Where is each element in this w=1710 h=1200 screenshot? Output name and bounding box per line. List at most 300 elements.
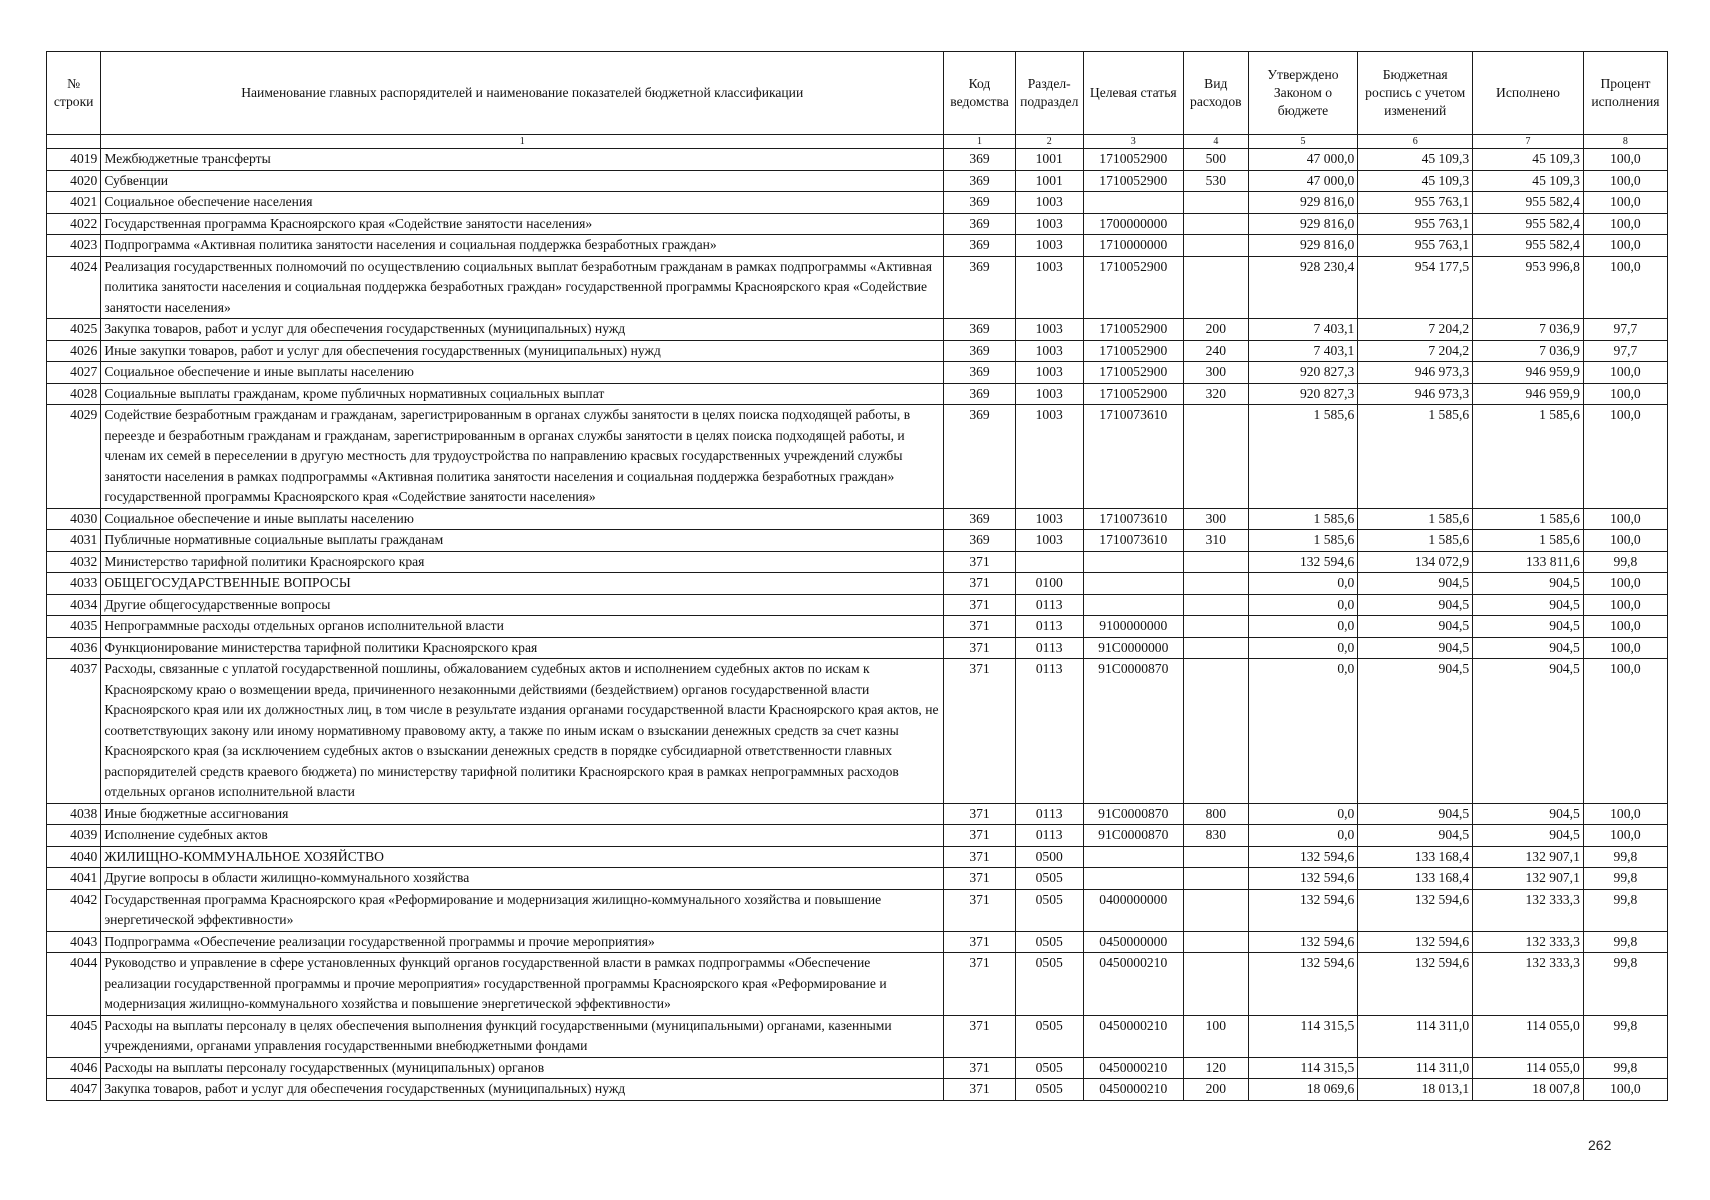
row-target-article: 91С0000000	[1083, 637, 1183, 659]
row-section: 0505	[1015, 931, 1083, 953]
row-approved: 0,0	[1248, 637, 1358, 659]
row-name: Подпрограмма «Обеспечение реализации государственной программы и прочие мероприятия»	[101, 931, 944, 953]
row-executed: 1 585,6	[1473, 530, 1584, 552]
row-section: 1003	[1015, 340, 1083, 362]
row-executed: 1 585,6	[1473, 405, 1584, 509]
row-number: 4035	[47, 616, 101, 638]
row-expense-type	[1184, 256, 1249, 319]
row-expense-type	[1184, 931, 1249, 953]
header-section: Раздел-подраздел	[1015, 52, 1083, 135]
row-approved: 0,0	[1248, 573, 1358, 595]
row-section: 0505	[1015, 1057, 1083, 1079]
row-expense-type: 830	[1184, 825, 1249, 847]
row-target-article: 1710000000	[1083, 235, 1183, 257]
row-name: Другие вопросы в области жилищно-коммунального хозяйства	[101, 868, 944, 890]
colnum-name: 1	[101, 135, 944, 149]
row-approved: 132 594,6	[1248, 931, 1358, 953]
row-target-article: 1710052900	[1083, 256, 1183, 319]
row-percent: 100,0	[1583, 530, 1667, 552]
row-expense-type	[1184, 213, 1249, 235]
row-name: ОБЩЕГОСУДАРСТВЕННЫЕ ВОПРОСЫ	[101, 573, 944, 595]
row-section: 0113	[1015, 616, 1083, 638]
row-approved: 47 000,0	[1248, 149, 1358, 171]
row-percent: 100,0	[1583, 573, 1667, 595]
row-approved: 0,0	[1248, 616, 1358, 638]
row-expense-type: 320	[1184, 383, 1249, 405]
page-number: 262	[1588, 1137, 1612, 1153]
table-row	[47, 149, 1668, 171]
row-revised: 1 585,6	[1358, 405, 1473, 509]
row-number: 4044	[47, 953, 101, 1016]
row-executed: 7 036,9	[1473, 340, 1584, 362]
row-section: 1003	[1015, 213, 1083, 235]
row-number: 4029	[47, 405, 101, 509]
table-row	[47, 383, 1668, 405]
row-name: Министерство тарифной политики Красноярского края	[101, 551, 944, 573]
row-percent: 99,8	[1583, 953, 1667, 1016]
row-approved: 920 827,3	[1248, 362, 1358, 384]
row-section: 1003	[1015, 319, 1083, 341]
row-percent: 100,0	[1583, 362, 1667, 384]
row-revised: 904,5	[1358, 616, 1473, 638]
row-revised: 946 973,3	[1358, 362, 1473, 384]
row-section: 0113	[1015, 825, 1083, 847]
row-approved: 920 827,3	[1248, 383, 1358, 405]
row-percent: 100,0	[1583, 149, 1667, 171]
row-dept-code: 371	[944, 573, 1016, 595]
row-percent: 100,0	[1583, 616, 1667, 638]
row-number: 4046	[47, 1057, 101, 1079]
row-target-article: 0450000210	[1083, 953, 1183, 1016]
row-section: 0505	[1015, 1079, 1083, 1101]
row-target-article: 1710052900	[1083, 340, 1183, 362]
row-executed: 7 036,9	[1473, 319, 1584, 341]
row-revised: 904,5	[1358, 825, 1473, 847]
row-dept-code: 371	[944, 931, 1016, 953]
row-approved: 0,0	[1248, 825, 1358, 847]
row-number: 4047	[47, 1079, 101, 1101]
row-expense-type: 530	[1184, 170, 1249, 192]
row-dept-code: 371	[944, 803, 1016, 825]
row-dept-code: 371	[944, 1015, 1016, 1057]
row-executed: 114 055,0	[1473, 1057, 1584, 1079]
row-number: 4042	[47, 889, 101, 931]
row-expense-type	[1184, 235, 1249, 257]
row-expense-type: 310	[1184, 530, 1249, 552]
row-percent: 100,0	[1583, 170, 1667, 192]
row-expense-type	[1184, 594, 1249, 616]
row-executed: 904,5	[1473, 616, 1584, 638]
row-percent: 100,0	[1583, 659, 1667, 804]
table-row	[47, 594, 1668, 616]
row-number: 4036	[47, 637, 101, 659]
row-revised: 904,5	[1358, 659, 1473, 804]
row-target-article	[1083, 573, 1183, 595]
row-dept-code: 371	[944, 825, 1016, 847]
row-approved: 0,0	[1248, 803, 1358, 825]
row-percent: 100,0	[1583, 803, 1667, 825]
row-revised: 904,5	[1358, 803, 1473, 825]
row-number: 4033	[47, 573, 101, 595]
colnum-target: 3	[1083, 135, 1183, 149]
row-approved: 132 594,6	[1248, 846, 1358, 868]
table-row	[47, 953, 1668, 1016]
row-number: 4025	[47, 319, 101, 341]
row-section: 0505	[1015, 953, 1083, 1016]
row-approved: 132 594,6	[1248, 551, 1358, 573]
row-approved: 47 000,0	[1248, 170, 1358, 192]
budget-report-page	[46, 51, 1668, 1101]
table-row	[47, 319, 1668, 341]
table-row	[47, 235, 1668, 257]
table-row	[47, 170, 1668, 192]
row-executed: 904,5	[1473, 825, 1584, 847]
colnum-row-no	[47, 135, 101, 149]
row-name: Расходы на выплаты персоналу в целях обеспечения выполнения функций государственными (муниципальными) органами, казенными учреждениями, органами управления государственными внебюджетными фондами	[101, 1015, 944, 1057]
table-row	[47, 637, 1668, 659]
row-expense-type: 200	[1184, 1079, 1249, 1101]
row-section: 1003	[1015, 192, 1083, 214]
row-number: 4037	[47, 659, 101, 804]
row-target-article: 91С0000870	[1083, 825, 1183, 847]
row-section: 0113	[1015, 594, 1083, 616]
row-number: 4022	[47, 213, 101, 235]
row-name: Субвенции	[101, 170, 944, 192]
row-approved: 132 594,6	[1248, 889, 1358, 931]
row-name: Социальные выплаты гражданам, кроме публичных нормативных социальных выплат	[101, 383, 944, 405]
row-name: Расходы на выплаты персоналу государственных (муниципальных) органов	[101, 1057, 944, 1079]
table-row	[47, 616, 1668, 638]
row-dept-code: 369	[944, 508, 1016, 530]
row-executed: 132 333,3	[1473, 953, 1584, 1016]
header-row-no: № строки	[47, 52, 101, 135]
row-number: 4039	[47, 825, 101, 847]
row-revised: 954 177,5	[1358, 256, 1473, 319]
row-name: Государственная программа Красноярского края «Содействие занятости населения»	[101, 213, 944, 235]
table-row	[47, 1079, 1668, 1101]
row-target-article: 0450000210	[1083, 1079, 1183, 1101]
row-name: Государственная программа Красноярского края «Реформирование и модернизация жилищно-коммунального хозяйства и повышение энергетической эффективности»	[101, 889, 944, 931]
table-row	[47, 1057, 1668, 1079]
row-executed: 132 907,1	[1473, 846, 1584, 868]
row-expense-type	[1184, 659, 1249, 804]
row-revised: 955 763,1	[1358, 213, 1473, 235]
row-executed: 955 582,4	[1473, 192, 1584, 214]
row-revised: 904,5	[1358, 637, 1473, 659]
row-dept-code: 371	[944, 846, 1016, 868]
row-expense-type: 120	[1184, 1057, 1249, 1079]
colnum-executed: 7	[1473, 135, 1584, 149]
row-section: 0505	[1015, 1015, 1083, 1057]
table-row	[47, 362, 1668, 384]
row-name: Социальное обеспечение и иные выплаты населению	[101, 508, 944, 530]
row-number: 4045	[47, 1015, 101, 1057]
header-dept-code: Код ведомства	[944, 52, 1016, 135]
row-number: 4027	[47, 362, 101, 384]
row-revised: 45 109,3	[1358, 170, 1473, 192]
row-expense-type: 300	[1184, 508, 1249, 530]
row-expense-type	[1184, 616, 1249, 638]
row-percent: 97,7	[1583, 319, 1667, 341]
row-target-article	[1083, 868, 1183, 890]
row-section: 0113	[1015, 637, 1083, 659]
row-section: 1003	[1015, 383, 1083, 405]
table-row	[47, 213, 1668, 235]
row-approved: 132 594,6	[1248, 868, 1358, 890]
row-number: 4023	[47, 235, 101, 257]
header-expense-type: Вид расходов	[1184, 52, 1249, 135]
row-target-article: 1710052900	[1083, 362, 1183, 384]
row-target-article: 1710073610	[1083, 530, 1183, 552]
row-dept-code: 371	[944, 889, 1016, 931]
row-number: 4038	[47, 803, 101, 825]
row-name: ЖИЛИЩНО-КОММУНАЛЬНОЕ ХОЗЯЙСТВО	[101, 846, 944, 868]
row-target-article: 0400000000	[1083, 889, 1183, 931]
header-revised: Бюджетная роспись с учетом изменений	[1358, 52, 1473, 135]
row-approved: 132 594,6	[1248, 953, 1358, 1016]
row-name: Непрограммные расходы отдельных органов исполнительной власти	[101, 616, 944, 638]
table-row	[47, 931, 1668, 953]
row-number: 4040	[47, 846, 101, 868]
row-revised: 18 013,1	[1358, 1079, 1473, 1101]
row-expense-type	[1184, 846, 1249, 868]
colnum-exp-type: 4	[1184, 135, 1249, 149]
row-percent: 99,8	[1583, 889, 1667, 931]
row-name: Подпрограмма «Активная политика занятости населения и социальная поддержка безработных граждан»	[101, 235, 944, 257]
row-section: 0505	[1015, 889, 1083, 931]
row-number: 4024	[47, 256, 101, 319]
colnum-percent: 8	[1583, 135, 1667, 149]
row-target-article: 1710052900	[1083, 170, 1183, 192]
row-percent: 99,8	[1583, 1057, 1667, 1079]
row-dept-code: 371	[944, 637, 1016, 659]
row-approved: 1 585,6	[1248, 530, 1358, 552]
row-section: 1001	[1015, 149, 1083, 171]
row-dept-code: 369	[944, 235, 1016, 257]
row-revised: 133 168,4	[1358, 846, 1473, 868]
row-target-article: 91С0000870	[1083, 803, 1183, 825]
row-approved: 1 585,6	[1248, 508, 1358, 530]
row-dept-code: 371	[944, 1079, 1016, 1101]
row-revised: 134 072,9	[1358, 551, 1473, 573]
table-row	[47, 192, 1668, 214]
row-dept-code: 371	[944, 953, 1016, 1016]
row-percent: 100,0	[1583, 192, 1667, 214]
table-row	[47, 889, 1668, 931]
row-executed: 132 333,3	[1473, 931, 1584, 953]
table-row	[47, 803, 1668, 825]
row-dept-code: 371	[944, 868, 1016, 890]
row-dept-code: 371	[944, 594, 1016, 616]
row-expense-type: 100	[1184, 1015, 1249, 1057]
row-dept-code: 369	[944, 256, 1016, 319]
row-revised: 7 204,2	[1358, 340, 1473, 362]
table-row	[47, 256, 1668, 319]
row-target-article	[1083, 192, 1183, 214]
row-approved: 1 585,6	[1248, 405, 1358, 509]
header-percent: Процент исполнения	[1583, 52, 1667, 135]
table-body	[47, 149, 1668, 1101]
row-executed: 1 585,6	[1473, 508, 1584, 530]
table-row	[47, 1015, 1668, 1057]
row-revised: 132 594,6	[1358, 931, 1473, 953]
row-expense-type	[1184, 192, 1249, 214]
row-percent: 99,8	[1583, 1015, 1667, 1057]
header-name: Наименование главных распорядителей и наименование показателей бюджетной классификации	[101, 52, 944, 135]
row-dept-code: 369	[944, 213, 1016, 235]
row-revised: 1 585,6	[1358, 530, 1473, 552]
header-approved: Утверждено Законом о бюджете	[1248, 52, 1358, 135]
row-section: 0100	[1015, 573, 1083, 595]
row-approved: 929 816,0	[1248, 192, 1358, 214]
colnum-approved: 5	[1248, 135, 1358, 149]
row-dept-code: 369	[944, 170, 1016, 192]
row-percent: 100,0	[1583, 1079, 1667, 1101]
row-executed: 904,5	[1473, 637, 1584, 659]
row-section: 1003	[1015, 362, 1083, 384]
row-name: Закупка товаров, работ и услуг для обеспечения государственных (муниципальных) нужд	[101, 319, 944, 341]
row-number: 4020	[47, 170, 101, 192]
row-dept-code: 369	[944, 192, 1016, 214]
row-expense-type	[1184, 551, 1249, 573]
row-executed: 45 109,3	[1473, 170, 1584, 192]
row-section: 1003	[1015, 508, 1083, 530]
row-section	[1015, 551, 1083, 573]
row-revised: 114 311,0	[1358, 1057, 1473, 1079]
row-dept-code: 369	[944, 319, 1016, 341]
row-expense-type: 240	[1184, 340, 1249, 362]
row-percent: 99,8	[1583, 551, 1667, 573]
row-target-article	[1083, 846, 1183, 868]
row-name: Иные закупки товаров, работ и услуг для обеспечения государственных (муниципальных) нужд	[101, 340, 944, 362]
row-expense-type	[1184, 637, 1249, 659]
row-executed: 953 996,8	[1473, 256, 1584, 319]
row-number: 4019	[47, 149, 101, 171]
row-name: Функционирование министерства тарифной политики Красноярского края	[101, 637, 944, 659]
header-target-article: Целевая статья	[1083, 52, 1183, 135]
row-number: 4041	[47, 868, 101, 890]
row-section: 1003	[1015, 405, 1083, 509]
row-target-article: 1700000000	[1083, 213, 1183, 235]
row-target-article	[1083, 551, 1183, 573]
table-row	[47, 659, 1668, 804]
row-approved: 7 403,1	[1248, 319, 1358, 341]
row-number: 4043	[47, 931, 101, 953]
colnum-dept: 1	[944, 135, 1016, 149]
row-percent: 100,0	[1583, 508, 1667, 530]
row-name: Иные бюджетные ассигнования	[101, 803, 944, 825]
row-revised: 955 763,1	[1358, 192, 1473, 214]
row-executed: 132 907,1	[1473, 868, 1584, 890]
row-revised: 946 973,3	[1358, 383, 1473, 405]
budget-table	[46, 51, 1668, 1101]
table-row	[47, 868, 1668, 890]
table-row	[47, 508, 1668, 530]
table-row	[47, 405, 1668, 509]
row-dept-code: 369	[944, 405, 1016, 509]
row-expense-type: 300	[1184, 362, 1249, 384]
column-number-row	[47, 135, 1668, 149]
row-expense-type	[1184, 953, 1249, 1016]
row-revised: 1 585,6	[1358, 508, 1473, 530]
row-target-article	[1083, 594, 1183, 616]
row-executed: 955 582,4	[1473, 213, 1584, 235]
row-revised: 133 168,4	[1358, 868, 1473, 890]
row-section: 1003	[1015, 256, 1083, 319]
row-percent: 97,7	[1583, 340, 1667, 362]
row-percent: 100,0	[1583, 235, 1667, 257]
row-percent: 100,0	[1583, 594, 1667, 616]
row-revised: 132 594,6	[1358, 889, 1473, 931]
row-expense-type	[1184, 573, 1249, 595]
row-dept-code: 369	[944, 149, 1016, 171]
row-executed: 904,5	[1473, 594, 1584, 616]
row-executed: 133 811,6	[1473, 551, 1584, 573]
row-percent: 99,8	[1583, 846, 1667, 868]
table-row	[47, 846, 1668, 868]
row-approved: 0,0	[1248, 594, 1358, 616]
row-approved: 929 816,0	[1248, 235, 1358, 257]
row-executed: 946 959,9	[1473, 383, 1584, 405]
row-target-article: 1710052900	[1083, 383, 1183, 405]
row-name: Расходы, связанные с уплатой государственной пошлины, обжалованием судебных актов и исполнением судебных актов по искам к Красноярскому краю о возмещении вреда, причиненного незаконными действиями (бездействием) органов государственной власти Красноярского края или их должностных лиц, в том числе в результате издания органами государственной власти Красноярского края актов, не соответствующих закону или иному нормативному правовому акту, а также по иным искам о взыскании денежных средств за счет казны Красноярского края (за исключением судебных актов о взыскании денежных средств в порядке субсидиарной ответственности главных распорядителей средств краевого бюджета) по министерству тарифной политики Красноярского края в рамках непрограммных расходов отдельных органов исполнительной власти	[101, 659, 944, 804]
row-name: Другие общегосударственные вопросы	[101, 594, 944, 616]
row-section: 0500	[1015, 846, 1083, 868]
row-approved: 7 403,1	[1248, 340, 1358, 362]
row-approved: 114 315,5	[1248, 1057, 1358, 1079]
row-expense-type: 800	[1184, 803, 1249, 825]
row-expense-type	[1184, 868, 1249, 890]
row-percent: 100,0	[1583, 213, 1667, 235]
row-percent: 100,0	[1583, 825, 1667, 847]
row-name: Социальное обеспечение населения	[101, 192, 944, 214]
row-percent: 100,0	[1583, 405, 1667, 509]
row-percent: 99,8	[1583, 931, 1667, 953]
row-executed: 904,5	[1473, 803, 1584, 825]
row-revised: 7 204,2	[1358, 319, 1473, 341]
row-section: 0505	[1015, 868, 1083, 890]
row-expense-type: 500	[1184, 149, 1249, 171]
row-executed: 45 109,3	[1473, 149, 1584, 171]
row-name: Содействие безработным гражданам и гражданам, зарегистрированным в органах службы занятости в целях поиска подходящей работы, в переезде и безработным гражданам и гражданам, зарегистрированным в органах службы занятости в целях поиска подходящей работы, и членам их семей в переселении в другую местность для трудоустройства по направлению красвых государственных учреждений службы занятости населения в рамках подпрограммы «Активная политика занятости населения и социальная поддержка безработных граждан» государственной программы Красноярского края «Содействие занятости населения»	[101, 405, 944, 509]
row-percent: 99,8	[1583, 868, 1667, 890]
row-revised: 904,5	[1358, 594, 1473, 616]
row-executed: 904,5	[1473, 573, 1584, 595]
row-executed: 114 055,0	[1473, 1015, 1584, 1057]
row-approved: 928 230,4	[1248, 256, 1358, 319]
row-approved: 114 315,5	[1248, 1015, 1358, 1057]
row-executed: 946 959,9	[1473, 362, 1584, 384]
row-number: 4028	[47, 383, 101, 405]
row-percent: 100,0	[1583, 256, 1667, 319]
row-dept-code: 369	[944, 530, 1016, 552]
row-dept-code: 369	[944, 362, 1016, 384]
row-dept-code: 371	[944, 616, 1016, 638]
row-number: 4031	[47, 530, 101, 552]
row-executed: 18 007,8	[1473, 1079, 1584, 1101]
row-name: Закупка товаров, работ и услуг для обеспечения государственных (муниципальных) нужд	[101, 1079, 944, 1101]
row-number: 4026	[47, 340, 101, 362]
row-expense-type	[1184, 889, 1249, 931]
row-revised: 904,5	[1358, 573, 1473, 595]
row-number: 4030	[47, 508, 101, 530]
colnum-revised: 6	[1358, 135, 1473, 149]
row-target-article: 9100000000	[1083, 616, 1183, 638]
header-executed: Исполнено	[1473, 52, 1584, 135]
row-target-article: 1710073610	[1083, 405, 1183, 509]
row-percent: 100,0	[1583, 383, 1667, 405]
row-approved: 18 069,6	[1248, 1079, 1358, 1101]
